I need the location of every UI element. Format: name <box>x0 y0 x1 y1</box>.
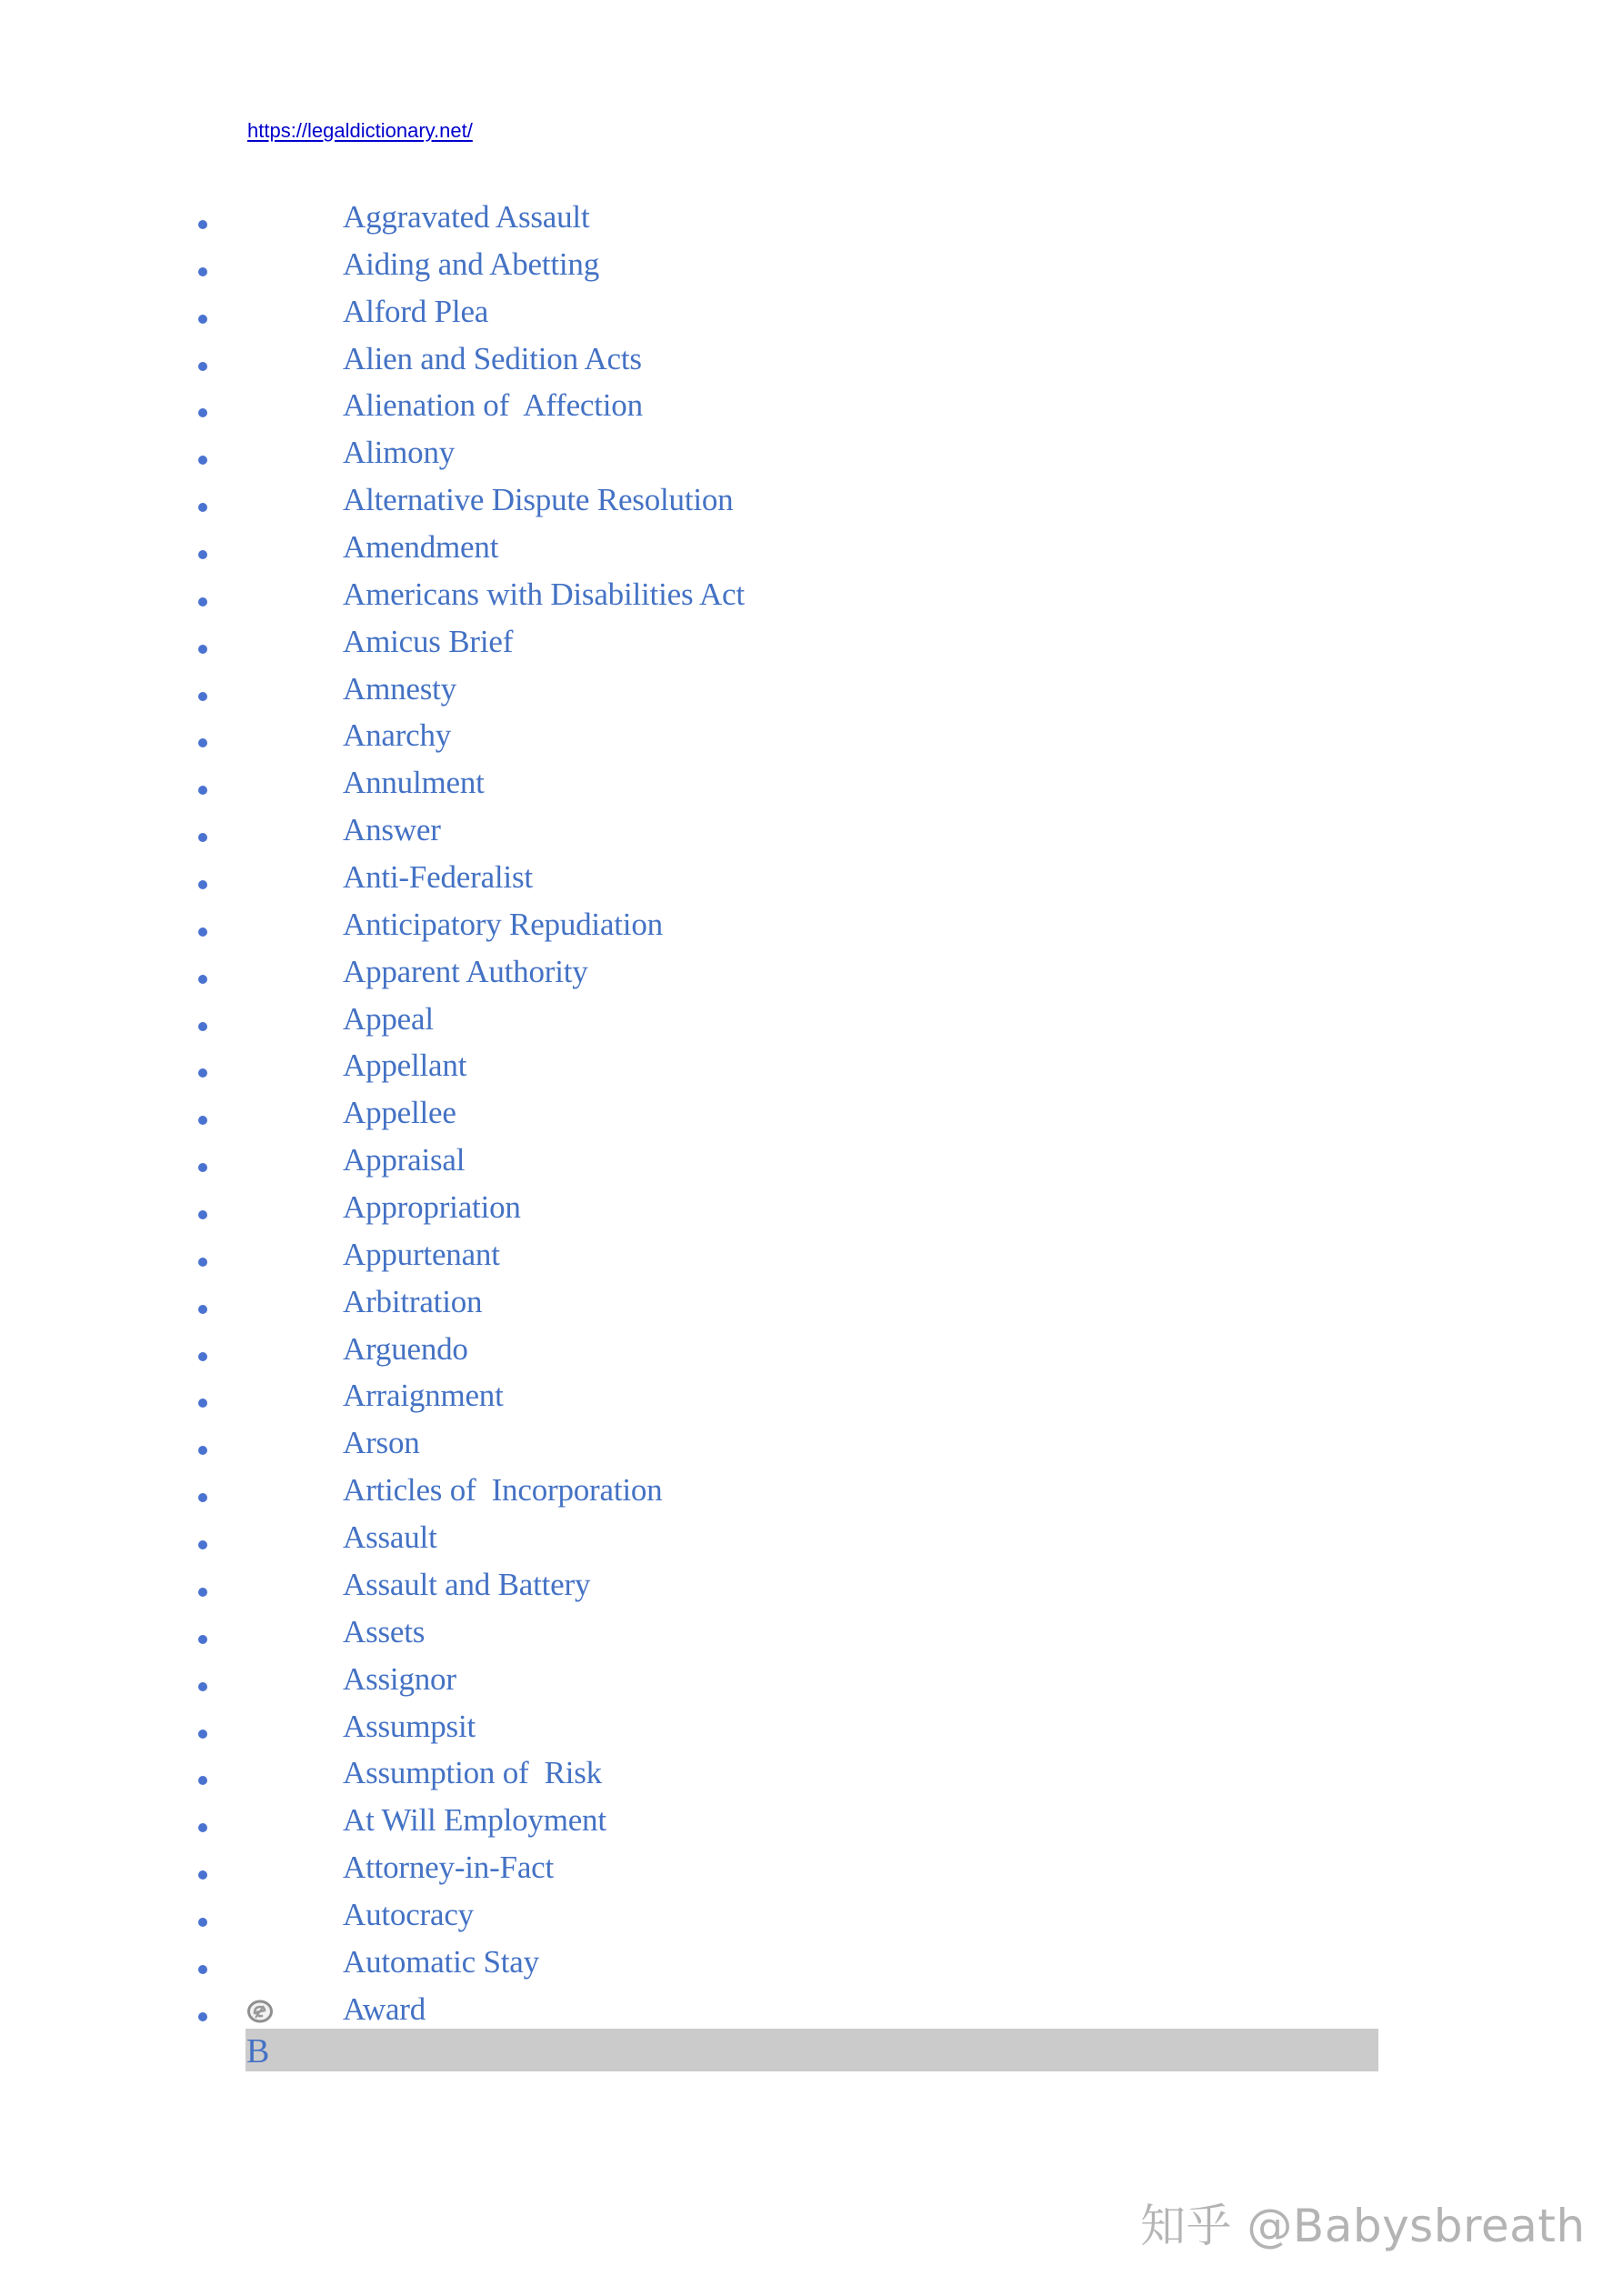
bullet-icon <box>198 1776 207 1785</box>
term-link[interactable]: Assignor <box>343 1660 456 1697</box>
term-link[interactable]: Answer <box>343 812 441 848</box>
term-link[interactable]: Americans with Disabilities Act <box>343 576 745 612</box>
bullet-icon <box>198 267 207 276</box>
term-list-item <box>0 1939 1623 1986</box>
term-link[interactable]: Attorney-in-Fact <box>343 1850 555 1886</box>
term-link[interactable]: Award <box>343 1990 426 2027</box>
term-link[interactable]: Autocracy <box>343 1896 474 1932</box>
bullet-icon <box>198 1116 207 1125</box>
term-link[interactable]: Assault and Battery <box>343 1566 591 1602</box>
term-list-item <box>0 1467 1623 1514</box>
bullet-icon <box>198 1493 207 1502</box>
bullet-icon <box>198 1588 207 1597</box>
term-link[interactable]: Arraignment <box>343 1378 504 1414</box>
watermark: 知乎 @Babysbreath <box>1140 2200 1586 2252</box>
term-list-item <box>0 1419 1623 1467</box>
bullet-icon <box>198 315 207 324</box>
term-link[interactable]: Alien and Sedition Acts <box>343 340 642 376</box>
term-link[interactable]: Annulment <box>343 765 485 801</box>
bullet-icon <box>198 1258 207 1267</box>
term-link[interactable]: Assumption of Risk <box>343 1755 602 1791</box>
bullet-icon <box>198 738 207 747</box>
term-list-item <box>0 1184 1623 1231</box>
term-link[interactable]: Apparent Authority <box>343 953 588 989</box>
term-link[interactable]: Appellant <box>343 1048 467 1084</box>
term-list-item <box>0 288 1623 336</box>
term-list-item <box>0 241 1623 288</box>
term-list-item <box>0 1750 1623 1797</box>
bullet-icon <box>198 597 207 607</box>
term-link[interactable]: Assault <box>343 1519 437 1556</box>
term-list-item <box>0 807 1623 854</box>
term-link[interactable]: Aggravated Assault <box>343 199 590 235</box>
term-list-item <box>0 1609 1623 1656</box>
term-list-item <box>0 1844 1623 1891</box>
section-header-bar <box>245 2029 1378 2071</box>
bullet-icon <box>198 1163 207 1172</box>
term-list-item <box>0 1089 1623 1137</box>
source-link[interactable]: https://legaldictionary.net/ <box>247 119 473 142</box>
term-list-item <box>0 336 1623 383</box>
term-link[interactable]: Appraisal <box>343 1142 466 1178</box>
bullet-icon <box>198 1305 207 1314</box>
term-list-item <box>0 429 1623 476</box>
bullet-icon <box>198 1823 207 1832</box>
bullet-icon <box>198 220 207 229</box>
bullet-icon <box>198 692 207 701</box>
term-list <box>0 194 1623 2033</box>
term-list-item <box>0 854 1623 901</box>
term-link[interactable]: Appellee <box>343 1095 456 1131</box>
bullet-icon <box>198 786 207 795</box>
bullet-icon <box>198 550 207 559</box>
term-link[interactable]: Alternative Dispute Resolution <box>343 482 734 518</box>
bullet-icon <box>198 503 207 512</box>
term-link[interactable]: Aiding and Abetting <box>343 246 600 282</box>
bullet-icon <box>198 1352 207 1361</box>
term-list-item <box>0 1326 1623 1373</box>
bullet-icon <box>198 1210 207 1219</box>
term-link[interactable]: Amicus Brief <box>343 623 514 659</box>
bullet-icon <box>198 408 207 417</box>
bullet-icon <box>198 645 207 654</box>
term-list-item <box>0 1278 1623 1326</box>
term-link[interactable]: Arguendo <box>343 1330 468 1367</box>
term-link[interactable]: Anarchy <box>343 717 452 754</box>
term-link[interactable]: Appropriation <box>343 1189 521 1226</box>
term-link[interactable]: Anticipatory Repudiation <box>343 906 663 942</box>
bullet-icon <box>198 1022 207 1031</box>
term-link[interactable]: Alienation of Affection <box>343 387 643 424</box>
term-list-item <box>0 1986 1623 2033</box>
term-link[interactable]: Articles of Incorporation <box>343 1472 663 1509</box>
term-list-item <box>0 618 1623 666</box>
term-link[interactable]: Amendment <box>343 529 499 566</box>
bullet-icon <box>198 880 207 889</box>
bullet-icon <box>198 2012 207 2021</box>
bullet-icon <box>198 927 207 937</box>
term-link[interactable]: Appeal <box>343 1000 434 1037</box>
term-list-item <box>0 382 1623 429</box>
bullet-icon <box>198 1635 207 1644</box>
term-list-item <box>0 948 1623 996</box>
term-list-item <box>0 1372 1623 1419</box>
term-list-item <box>0 1703 1623 1750</box>
bullet-icon <box>198 975 207 984</box>
term-link[interactable]: Assets <box>343 1613 426 1649</box>
term-list-item <box>0 712 1623 759</box>
term-list-item <box>0 194 1623 241</box>
term-list-item <box>0 1797 1623 1844</box>
term-link[interactable]: At Will Employment <box>343 1802 606 1839</box>
bullet-icon <box>198 1540 207 1549</box>
bullet-icon <box>198 833 207 842</box>
term-list-item <box>0 1042 1623 1089</box>
term-link[interactable]: Appurtenant <box>343 1236 500 1272</box>
term-list-item <box>0 476 1623 524</box>
broken-link-icon <box>246 2000 274 2023</box>
bullet-icon <box>198 1730 207 1739</box>
term-list-item <box>0 1656 1623 1703</box>
bullet-icon <box>198 1965 207 1974</box>
bullet-icon <box>198 362 207 371</box>
term-link[interactable]: Anti-Federalist <box>343 859 533 896</box>
term-list-item <box>0 1891 1623 1939</box>
bullet-icon <box>198 1918 207 1927</box>
term-link[interactable]: Automatic Stay <box>343 1943 539 1980</box>
bullet-icon <box>198 1870 207 1880</box>
term-list-item <box>0 996 1623 1043</box>
term-list-item <box>0 524 1623 571</box>
term-list-item <box>0 1514 1623 1561</box>
bullet-icon <box>198 1068 207 1078</box>
term-list-item <box>0 1231 1623 1278</box>
term-list-item <box>0 571 1623 618</box>
term-list-item <box>0 759 1623 807</box>
term-link[interactable]: Amnesty <box>343 670 456 707</box>
term-link[interactable]: Alford Plea <box>343 293 489 329</box>
section-letter: B <box>246 2032 270 2070</box>
term-link[interactable]: Arbitration <box>343 1283 483 1319</box>
term-list-item <box>0 666 1623 713</box>
bullet-icon <box>198 456 207 465</box>
term-list-item <box>0 901 1623 948</box>
bullet-icon <box>198 1399 207 1408</box>
term-link[interactable]: Assumpsit <box>343 1708 476 1744</box>
term-list-item <box>0 1561 1623 1609</box>
bullet-icon <box>198 1682 207 1691</box>
term-link[interactable]: Arson <box>343 1425 420 1461</box>
bullet-icon <box>198 1446 207 1455</box>
term-list-item <box>0 1137 1623 1184</box>
term-link[interactable]: Alimony <box>343 435 456 471</box>
